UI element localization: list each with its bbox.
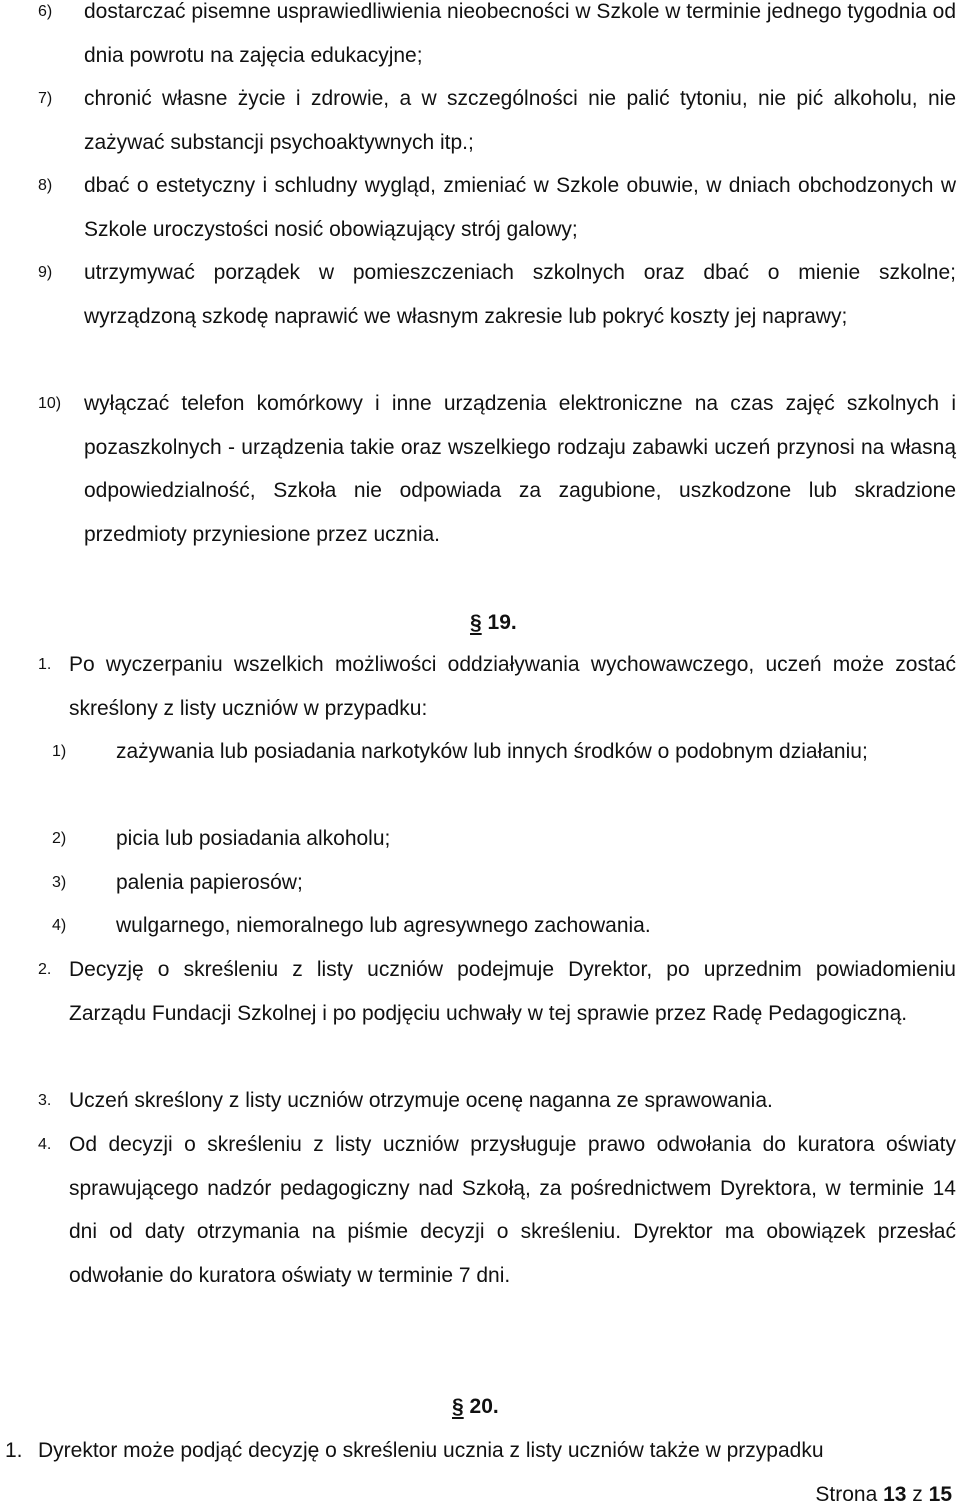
page-footer — [815, 1480, 952, 1510]
section-sign: § — [452, 1395, 464, 1418]
footer-prefix: Strona — [815, 1483, 878, 1506]
list-item-text: utrzymywać porządek w pomieszczeniach szkolnych oraz dbać o mienie szkolne; wyrządzoną szkodę naprawić we własnym zakresie lub pokryć koszty jej naprawy; — [84, 261, 956, 328]
point-text: Od decyzji o skreśleniu z listy uczniów przysługuje prawo odwołania do kuratora oświaty sprawującego nadzór pedagogiczny nad Szkołą, za pośrednictwem Dyrektora, w terminie 14 dni od daty otrzymania na piśmie decyzji o skreśleniu. Dyrektor ma obowiązek przesłać odwołanie do kuratora oświaty w terminie 7 dni. — [69, 1133, 956, 1287]
list-item-text: wyłączać telefon komórkowy i inne urządzenia elektroniczne na czas zajęć szkolnych i pozaszkolnych - urządzenia takie oraz wszelkiego rodzaju zabawki uczeń przynosi na własną odpowiedzialność, Szkoła nie odpowiada za zagubione, uszkodzone lub skradzione przedmioty przyniesione przez ucznia. — [84, 392, 956, 546]
list-item-number: 4) — [52, 917, 67, 934]
list-item-number: 8) — [38, 177, 53, 194]
list-item-number: 10) — [38, 395, 62, 412]
footer-of: z — [912, 1483, 923, 1506]
list-item-text: dbać o estetyczny i schludny wygląd, zmieniać w Szkole obuwie, w dniach obchodzonych w Szkole uroczystości nosić obowiązujący strój galowy; — [84, 174, 956, 241]
point-number: 3. — [38, 1092, 52, 1109]
point-text: Dyrektor może podjąć decyzję o skreśleniu ucznia z listy uczniów także w przypadku — [38, 1439, 824, 1462]
point-text: Uczeń skreślony z listy uczniów otrzymuje ocenę naganna ze sprawowania. — [69, 1089, 773, 1112]
list-item-text: palenia papierosów; — [116, 871, 303, 894]
list-item-number: 6) — [38, 3, 53, 20]
list-item-text: wulgarnego, niemoralnego lub agresywnego zachowania. — [116, 914, 651, 937]
section-number: 19. — [487, 611, 517, 634]
point-text: Decyzję o skreśleniu z listy uczniów podejmuje Dyrektor, po uprzednim powiadomieniu Zarządu Fundacji Szkolnej i po podjęciu uchwały w tej sprawie przez Radę Pedagogiczną. — [69, 958, 956, 1025]
section-sign: § — [470, 611, 482, 634]
list-item-number: 7) — [38, 90, 53, 107]
list-item-text: chronić własne życie i zdrowie, a w szczególności nie palić tytoniu, nie pić alkoholu, nie zażywać substancji psychoaktywnych itp.; — [84, 87, 956, 154]
section-heading-20 — [452, 1392, 499, 1422]
list-item-text: picia lub posiadania alkoholu; — [116, 827, 391, 850]
list-item-text: dostarczać pisemne usprawiedliwienia nieobecności w Szkole w terminie jednego tygodnia od dnia powrotu na zajęcia edukacyjne; — [84, 0, 956, 67]
list-item-number: 3) — [52, 874, 67, 891]
footer-page-number: 13 — [883, 1483, 907, 1506]
point-number: 4. — [38, 1136, 52, 1153]
point-number: 1. — [5, 1439, 23, 1462]
section-heading-19 — [470, 608, 517, 638]
list-item-number: 2) — [52, 830, 67, 847]
point-text: Po wyczerpaniu wszelkich możliwości oddziaływania wychowawczego, uczeń może zostać skreślony z listy uczniów w przypadku: — [69, 653, 956, 720]
footer-total-pages: 15 — [928, 1483, 952, 1506]
list-item-text: zażywania lub posiadania narkotyków lub innych środków o podobnym działaniu; — [116, 740, 868, 763]
section-number: 20. — [469, 1395, 499, 1418]
point-number: 2. — [38, 961, 52, 978]
point-number: 1. — [38, 656, 52, 673]
list-item-number: 9) — [38, 264, 53, 281]
list-item-number: 1) — [52, 743, 67, 760]
